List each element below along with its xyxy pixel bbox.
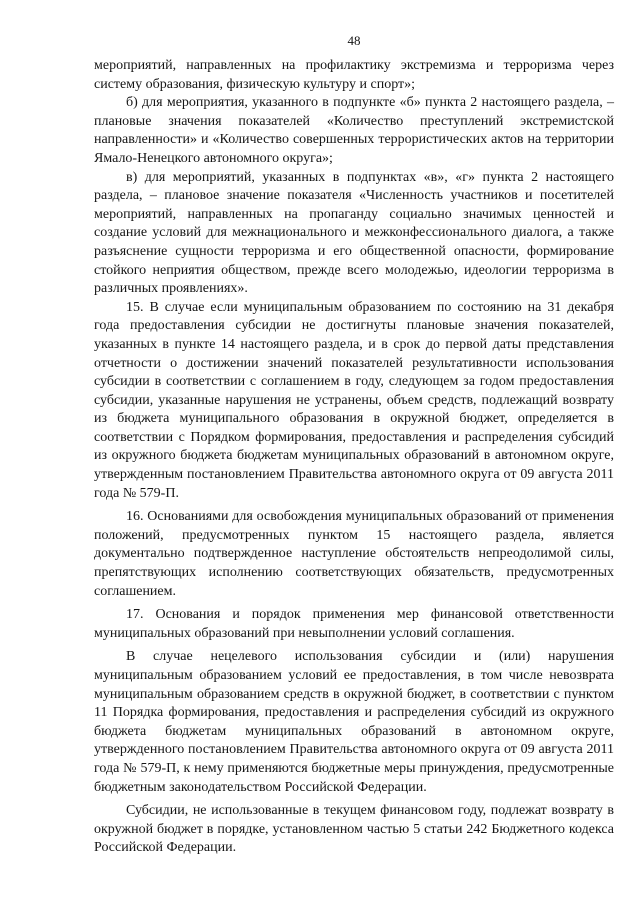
page-number: 48	[347, 33, 361, 48]
paragraph: 15. В случае если муниципальным образованием по состоянию на 31 декабря года предоставления субсидии не достигнуты плановые значения показателей, указанных в пункте 14 настоящего раздела, и в срок до первой даты представления отчетности о достижении значений показателей результативности использования субсидии в соответствии с соглашением в году, следующем за годом предоставления субсидии, указанные нарушения не устранены, объем средств, подлежащий возврату из бюджета муниципального образования в окружной бюджет, определяется в соответствии с Порядком формирования, предоставления и распределения субсидий из окружного бюджета бюджетам муниципальных образований в автономном округе, утвержденным постановлением Правительства автономного округа от 09 августа 2011 года № 579-П.	[94, 299, 614, 501]
paragraph: мероприятий, направленных на профилактику экстремизма и терроризма через систему образования, физическую культуру и спорт»;	[94, 58, 614, 92]
document-body	[94, 57, 614, 858]
paragraph: 17. Основания и порядок применения мер финансовой ответственности муниципальных образований при невыполнении условий соглашения.	[94, 607, 614, 641]
paragraph: В случае нецелевого использования субсидии и (или) нарушения муниципальным образованием условий ее предоставления, в том числе невозврата муниципальным образованием средств в окружной бюджет, в соответствии с пунктом 11 Порядка формирования, предоставления и распределения субсидий из окружного бюджета бюджетам муниципальных образований в автономном округе, утвержденного постановлением Правительства автономного округа от 09 августа 2011 года № 579-П, к нему применяются бюджетные меры принуждения, предусмотренные бюджетным законодательством Российской Федерации.	[94, 649, 614, 795]
paragraph: Субсидии, не использованные в текущем финансовом году, подлежат возврату в окружной бюджет в порядке, установленном частью 5 статьи 242 Бюджетного кодекса Российской Федерации.	[94, 803, 614, 856]
paragraph: б) для мероприятия, указанного в подпункте «б» пункта 2 настоящего раздела, – плановые значения показателей «Количество преступлений экстремистской направленности» и «Количество совершенных террористических актов на территории Ямало-Ненецкого автономного округа»;	[94, 95, 614, 166]
paragraph: 16. Основаниями для освобождения муниципальных образований от применения положений, предусмотренных пунктом 15 настоящего раздела, является документально подтвержденное наступление обстоятельств непреодолимой силы, препятствующих исполнению соответствующих обязательств, предусмотренных соглашением.	[94, 509, 614, 599]
paragraph: в) для мероприятий, указанных в подпунктах «в», «г» пункта 2 настоящего раздела, – плановое значение показателя «Численность участников и посетителей мероприятий, направленных на пропаганду социально значимых ценностей и создание условий для межнационального и межконфессионального диалога, а также разъяснение сущности терроризма и его общественной опасности, формирование стойкого неприятия обществом, прежде всего молодежью, идеологии терроризма в различных проявлениях».	[94, 169, 614, 297]
